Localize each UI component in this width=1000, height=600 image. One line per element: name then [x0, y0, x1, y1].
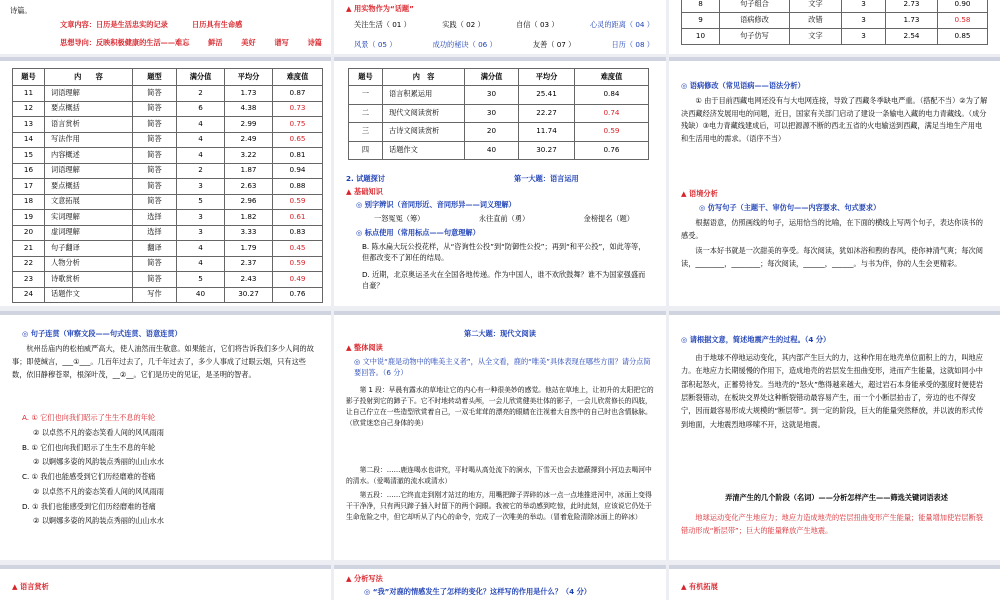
- paragraph: 杭州岳庙内的松柏威严高大，使人油然而生敬意。如果能言，它们将告诉我们多少人间的故事；即使缄言，___①___。几百年过去了，几千年过去了，多少人事成了过眼云烟，只有这些数，依旧静穆苍翠，根深叶茂，__②__。它们是历史的见证，是圣明的智者。: [12, 344, 314, 379]
- table-cell: 13: [13, 117, 45, 133]
- table-cell: 简答: [133, 179, 177, 195]
- topic-item: 自信（ 03 ）: [516, 20, 559, 29]
- text-segment: 诗篇: [307, 38, 322, 47]
- heading: ▲ 整体阅读: [346, 343, 383, 352]
- table-cell: 词语理解: [45, 86, 133, 102]
- table-cell: 2.43: [225, 272, 273, 288]
- text-line: 诗篇。: [10, 6, 32, 15]
- table-cell: 2.49: [225, 132, 273, 148]
- table-cell: 22.27: [519, 104, 575, 123]
- cell: 文字: [790, 29, 842, 45]
- table-row: [13, 241, 323, 257]
- section-title: 2. 试题探讨: [346, 174, 385, 183]
- table-cell: 0.74: [575, 104, 649, 123]
- text-segment: 谱写: [274, 38, 289, 47]
- column-header: 题号: [13, 69, 45, 86]
- table-cell: 11.74: [519, 123, 575, 142]
- table-cell: 简答: [133, 117, 177, 133]
- table-cell: 词语理解: [45, 163, 133, 179]
- topic-item: 成功的秘诀（ 06 ）: [432, 40, 497, 49]
- paragraph: 读一本好书就是一次甜美的享受。每次阅读，犹如沐浴和煦的春风，使你神清气爽；每次阅读，________，________；每次阅读，______，______。与书为伴，你的人生会更精彩。: [681, 246, 983, 268]
- cell: 文字: [790, 0, 842, 13]
- slide-bottom-left: [0, 565, 331, 600]
- score-table-partial: [681, 0, 988, 45]
- table-cell: 30: [465, 104, 519, 123]
- table-row: [349, 141, 649, 160]
- slide-bottom-middle: [334, 565, 666, 600]
- table-cell: 3: [177, 225, 225, 241]
- paragraph: ① 由于目前西藏电网还没有与大电网连接，导致了西藏冬季缺电严重。（搭配不当）②为了解决西藏经济发展用电的问题，近日，国家有关部门启动了建设一条输电入藏的电力青藏线。（成分残缺）③电力青藏线建成后，可以把源源不断的西北五省的火电输送到西藏，满足当地生产用电和生活用电的需求。（语序不当）: [681, 96, 988, 143]
- topic-item: 心灵的距离（ 04 ）: [589, 20, 654, 29]
- text-line: 日历具有生命感: [192, 20, 243, 29]
- table-cell: 2.96: [225, 194, 273, 210]
- option-list: [22, 411, 164, 529]
- table-cell: 18: [13, 194, 45, 210]
- table-cell: 简答: [133, 86, 177, 102]
- table-cell: 0.87: [273, 86, 323, 102]
- table-cell: 简答: [133, 101, 177, 117]
- table-cell: 要点概括: [45, 179, 133, 195]
- table-cell: 语言赏析: [45, 117, 133, 133]
- table-row: [13, 179, 323, 195]
- table-cell: 3: [177, 210, 225, 226]
- cell: 8: [682, 0, 720, 13]
- table-cell: 0.88: [273, 179, 323, 195]
- cell: 句子组合: [720, 0, 790, 13]
- heading: ◎ 句子连贯（审察文段——句式连贯、语意连贯）: [22, 329, 182, 338]
- table-row: [13, 210, 323, 226]
- option-line: C. ① 我们也能感受到它们历经磨难的苍痛: [22, 472, 156, 482]
- topic-item: 风景（ 05 ）: [354, 40, 397, 49]
- question: ◎ 请根据文意，简述地震产生的过程。（4 分）: [681, 335, 831, 344]
- table-row: [13, 101, 323, 117]
- text-segment: 美好: [241, 38, 256, 47]
- heading: ▲ 语言赏析: [12, 582, 49, 591]
- cell: 改错: [790, 13, 842, 29]
- topic-item: 关注生活（ 01 ）: [354, 20, 411, 29]
- column-header: 平均分: [519, 69, 575, 86]
- table-cell: 0.83: [273, 225, 323, 241]
- table-row: [13, 287, 323, 303]
- cell: 0.58: [938, 13, 988, 29]
- table-row: [682, 0, 988, 13]
- slide-grammar: [669, 57, 1000, 306]
- table-cell: 0.75: [273, 117, 323, 133]
- table-cell: 3: [177, 179, 225, 195]
- table-cell: 0.45: [273, 241, 323, 257]
- table-cell: 要点概括: [45, 101, 133, 117]
- heading: ◎ 别字辨识（音同形近、音同形异——词义理解）: [356, 200, 516, 209]
- table-cell: 5: [177, 194, 225, 210]
- cell: 9: [682, 13, 720, 29]
- slide-modern-reading: [334, 311, 666, 560]
- table-cell: 实词理解: [45, 210, 133, 226]
- table-row: [13, 225, 323, 241]
- table-cell: 语言积累运用: [383, 86, 465, 105]
- cell: 0.90: [938, 0, 988, 13]
- table-cell: 30.27: [519, 141, 575, 160]
- table-cell: 简答: [133, 163, 177, 179]
- paragraph: 第五段：……它终直走到刚才站过的地方，用嘴把蹄子弄碎的冰一点一点地推进河中，冰面上变得干干净净，只有两只蹄子插入时留下的两个洞眼。我被它的举动感到吃惊，此时此刻，应该说它仍处于生命危险之中，但它却听从了内心的命令，完成了一次唯美的举动。（冒着危险清除冰面上的碎冰）: [346, 491, 652, 521]
- table-row: [349, 104, 649, 123]
- column-header: 平均分: [225, 69, 273, 86]
- table-cell: 2: [177, 163, 225, 179]
- table-cell: 3.22: [225, 148, 273, 164]
- table-cell: 虚词理解: [45, 225, 133, 241]
- table-cell: 0.84: [575, 86, 649, 105]
- word-item: 永往直前（勇）: [478, 214, 530, 223]
- table-row: [13, 117, 323, 133]
- table-cell: 0.49: [273, 272, 323, 288]
- slide-top-right: [669, 0, 1000, 54]
- section-subtitle: 第一大题：语言运用: [514, 174, 579, 183]
- table-row: [13, 86, 323, 102]
- table-cell: 30.27: [225, 287, 273, 303]
- table-cell: 话题作文: [45, 287, 133, 303]
- table-cell: 0.94: [273, 163, 323, 179]
- option-line: A. ① 它们也向我们昭示了生生不息的年轮: [22, 413, 156, 422]
- table-cell: 1.82: [225, 210, 273, 226]
- cell: 2.73: [886, 0, 938, 13]
- slide-earthquake: [669, 311, 1000, 560]
- table-cell: 文意拓展: [45, 194, 133, 210]
- table-cell: 0.76: [575, 141, 649, 160]
- text-segment: 鲜活: [208, 38, 223, 47]
- paragraph: 第 1 段：早晨有露水的草地让它的内心有一种很美妙的感觉。他站在草地上，让初升的太阳把它的影子投射到它的蹄子下。它不时地转动着头颅，一会儿欣赏健美壮体的影子，一会儿欣赏修长的四肢，让自己佇立在一些造型欣赏着自己，一双毛茸茸的漂亮的眼睛在注视着大自然中的自己时也含情脉脉。（欣赏迷恋自己身体的美）: [346, 386, 654, 427]
- heading: ▲ 有机拓展: [681, 582, 718, 591]
- table-cell: 24: [13, 287, 45, 303]
- table-cell: 4.38: [225, 101, 273, 117]
- column-header: 内 容: [45, 69, 133, 86]
- cell: 0.85: [938, 29, 988, 45]
- word-item: 一怒冤冤（筹）: [374, 214, 425, 223]
- table-cell: 内容概述: [45, 148, 133, 164]
- table-cell: 22: [13, 256, 45, 272]
- option-line: ② 以婀娜多姿的风韵装点秀丽的山山水水: [33, 457, 164, 467]
- heading: ◎ 标点使用（常用标点——句意理解）: [356, 228, 480, 237]
- option-b: B. 陈水扁大玩公投花样，从“咨询性公投”到“防御性公投”；再到“和平公投”，如此等等，但都改变不了卸任的结局。: [362, 242, 646, 262]
- table-cell: 11: [13, 86, 45, 102]
- table-row: [13, 148, 323, 164]
- table-cell: 5: [177, 272, 225, 288]
- table-cell: 25.41: [519, 86, 575, 105]
- column-header: 满分值: [465, 69, 519, 86]
- section-title: ▲ 用实物作为“话题”: [346, 4, 414, 13]
- option-line: ② 以婀娜多姿的风韵装点秀丽的山山水水: [33, 516, 164, 526]
- paragraph: 第二段：……鹿连喝水也讲究，平时喝从高处流下的涧水，下雪天也会去遮蔽撑到小河边去喝河中的清水。（爱喝清澈的流水或清水）: [346, 466, 652, 485]
- table-cell: 4: [177, 117, 225, 133]
- table-cell: 1.73: [225, 86, 273, 102]
- cell: 1.73: [886, 13, 938, 29]
- cell: 2.54: [886, 29, 938, 45]
- table-cell: 选择: [133, 225, 177, 241]
- heading: ▲ 语境分析: [681, 189, 718, 198]
- slide-top-middle: [334, 0, 666, 54]
- table-cell: 0.59: [273, 194, 323, 210]
- table-cell: 16: [13, 163, 45, 179]
- cell: 10: [682, 29, 720, 45]
- table-cell: 1.87: [225, 163, 273, 179]
- option-d: D. 近期，北京奥运圣火在全国各地传递。作为中国人，谁不欢欣鼓舞？谁不为国家强盛而自豪？: [362, 270, 646, 290]
- table-cell: 翻译: [133, 241, 177, 257]
- column-header: 满分值: [177, 69, 225, 86]
- table-row: [13, 256, 323, 272]
- option-line: ② 以卓然不凡的姿态笑看人间的风风雨雨: [33, 427, 164, 437]
- table-cell: 简答: [133, 132, 177, 148]
- table-cell: 0.59: [273, 256, 323, 272]
- topic-item: 日历（ 08 ）: [611, 40, 654, 49]
- cell: 3: [842, 29, 886, 45]
- heading: ◎ 语病修改（常见语病——语法分析）: [681, 81, 805, 90]
- table-cell: 23: [13, 272, 45, 288]
- table-cell: 1.79: [225, 241, 273, 257]
- cell: 语病修改: [720, 13, 790, 29]
- table-cell: 0.81: [273, 148, 323, 164]
- table-cell: 人物分析: [45, 256, 133, 272]
- question: ◎ “我”对鹿的情感发生了怎样的变化？这样写的作用是什么？（4 分）: [364, 587, 591, 596]
- column-header: 内 容: [383, 69, 465, 86]
- table-cell: 4: [177, 256, 225, 272]
- table-cell: 4: [177, 148, 225, 164]
- column-header: 题型: [133, 69, 177, 86]
- text-segment: 思想导向：反映积极健康的生活——难忘: [60, 38, 190, 47]
- table-cell: 20: [465, 123, 519, 142]
- table-cell: 21: [13, 241, 45, 257]
- table-row: [682, 29, 988, 45]
- table-cell: 现代文阅读赏析: [383, 104, 465, 123]
- section-score-table: [348, 68, 649, 160]
- table-cell: 40: [465, 141, 519, 160]
- column-header: 难度值: [575, 69, 649, 86]
- table-cell: 19: [13, 210, 45, 226]
- table-cell: 30: [465, 86, 519, 105]
- table-cell: 0.65: [273, 132, 323, 148]
- table-cell: 简答: [133, 272, 177, 288]
- slide-bottom-right: [669, 565, 1000, 600]
- table-cell: 2.37: [225, 256, 273, 272]
- table-cell: 12: [13, 101, 45, 117]
- heading: ▲ 基础知识: [346, 187, 383, 196]
- option-line: B. ① 它们也向我们昭示了生生不息的年轮: [22, 442, 156, 452]
- table-row: [349, 123, 649, 142]
- cell: 3: [842, 13, 886, 29]
- table-row: [13, 272, 323, 288]
- table-cell: 2.99: [225, 117, 273, 133]
- table-row: [682, 13, 988, 29]
- table-cell: 6: [177, 101, 225, 117]
- section-title: 第二大题：现代文阅读: [464, 329, 536, 338]
- column-header: 题号: [349, 69, 383, 86]
- table-row: [13, 132, 323, 148]
- table-cell: 选择: [133, 210, 177, 226]
- slide-sentence-coherence: [0, 311, 331, 560]
- score-table-11-24: [12, 68, 323, 303]
- cell: 句子仿写: [720, 29, 790, 45]
- option-line: D. ① 我们也能感受到它们历经磨难的苍痛: [22, 501, 156, 511]
- table-cell: 句子翻译: [45, 241, 133, 257]
- table-cell: 20: [13, 225, 45, 241]
- paragraph: 由于地球不停地运动变化，其内部产生巨大的力，这种作用在地壳单位面积上的力，叫地应力。在地应力长期缓慢的作用下，造成地壳的岩层发生扭曲变形，进而产生能量，这就如同小中部积起怒火，正蓄势待发。当地壳的“怒火”憋得越来越大，超过岩石本身能承受的强度时便使岩层断裂错动，在板块交界处这种断裂错动最容易产生，而一个小断层拍击了，旁边的也不得安宁，因而最容易形成大规模的“断层带”。到一定的阶段，巨大的能量突然释放，并以波的形式传到地面，大地震烈地哆嗦不开，这就是地震。: [681, 353, 984, 429]
- table-cell: 2: [177, 86, 225, 102]
- table-cell: 2.63: [225, 179, 273, 195]
- table-row: [349, 86, 649, 105]
- table-cell: 简答: [133, 256, 177, 272]
- text-line: 文章内容：日历是生活忠实的记录: [60, 20, 168, 29]
- table-cell: 二: [349, 104, 383, 123]
- table-header-row: [349, 69, 649, 86]
- column-header: 难度值: [273, 69, 323, 86]
- topic-item: 友善（ 07 ）: [532, 40, 576, 49]
- question: ◎ 文中说“鹿是动物中的唯美主义者”，从全文看，鹿的“唯美”具体表现在哪些方面？请分点简要回答。（6 分）: [354, 357, 651, 377]
- topic-item: 实践（ 02 ）: [442, 20, 485, 29]
- table-cell: 4: [177, 241, 225, 257]
- word-item: 金榜提名（题）: [583, 214, 634, 223]
- table-row: [13, 194, 323, 210]
- table-cell: 四: [349, 141, 383, 160]
- table-cell: 4: [177, 132, 225, 148]
- heading: ◎ 仿写句子（主题干、审仿句——内容要求、句式要求）: [699, 203, 881, 212]
- slide-top-left: [0, 0, 331, 54]
- table-cell: 简答: [133, 148, 177, 164]
- table-cell: 40: [177, 287, 225, 303]
- table-cell: 3.33: [225, 225, 273, 241]
- option-line: ② 以卓然不凡的姿态笑看人间的风风雨雨: [33, 486, 164, 496]
- answer: 地球运动变化产生地应力；地应力造成地壳的岩层扭曲变形产生能量；能量增加使岩层断裂错动形成“断层带”；巨大的能量释放产生地震。: [681, 513, 983, 536]
- table-cell: 0.61: [273, 210, 323, 226]
- paragraph: 根据语意，仿照画线的句子，运用恰当的比喻，在下面的横线上写两个句子，表达你读书的感受。: [681, 218, 983, 240]
- slide-score-table: [0, 57, 331, 306]
- table-cell: 15: [13, 148, 45, 164]
- table-cell: 话题作文: [383, 141, 465, 160]
- table-cell: 古诗文阅读赏析: [383, 123, 465, 142]
- table-cell: 写法作用: [45, 132, 133, 148]
- table-cell: 三: [349, 123, 383, 142]
- table-cell: 诗歌赏析: [45, 272, 133, 288]
- method-summary: 弄清产生的几个阶段（名词）——分析怎样产生——筛选关键词语表述: [725, 493, 948, 502]
- table-cell: 一: [349, 86, 383, 105]
- cell: 3: [842, 0, 886, 13]
- table-cell: 0.73: [273, 101, 323, 117]
- slide-section-one: [334, 57, 666, 306]
- table-cell: 14: [13, 132, 45, 148]
- table-cell: 0.76: [273, 287, 323, 303]
- table-cell: 0.59: [575, 123, 649, 142]
- table-row: [13, 163, 323, 179]
- table-cell: 写作: [133, 287, 177, 303]
- table-header-row: [13, 69, 323, 86]
- heading: ▲ 分析写法: [346, 574, 383, 583]
- table-cell: 简答: [133, 194, 177, 210]
- table-cell: 17: [13, 179, 45, 195]
